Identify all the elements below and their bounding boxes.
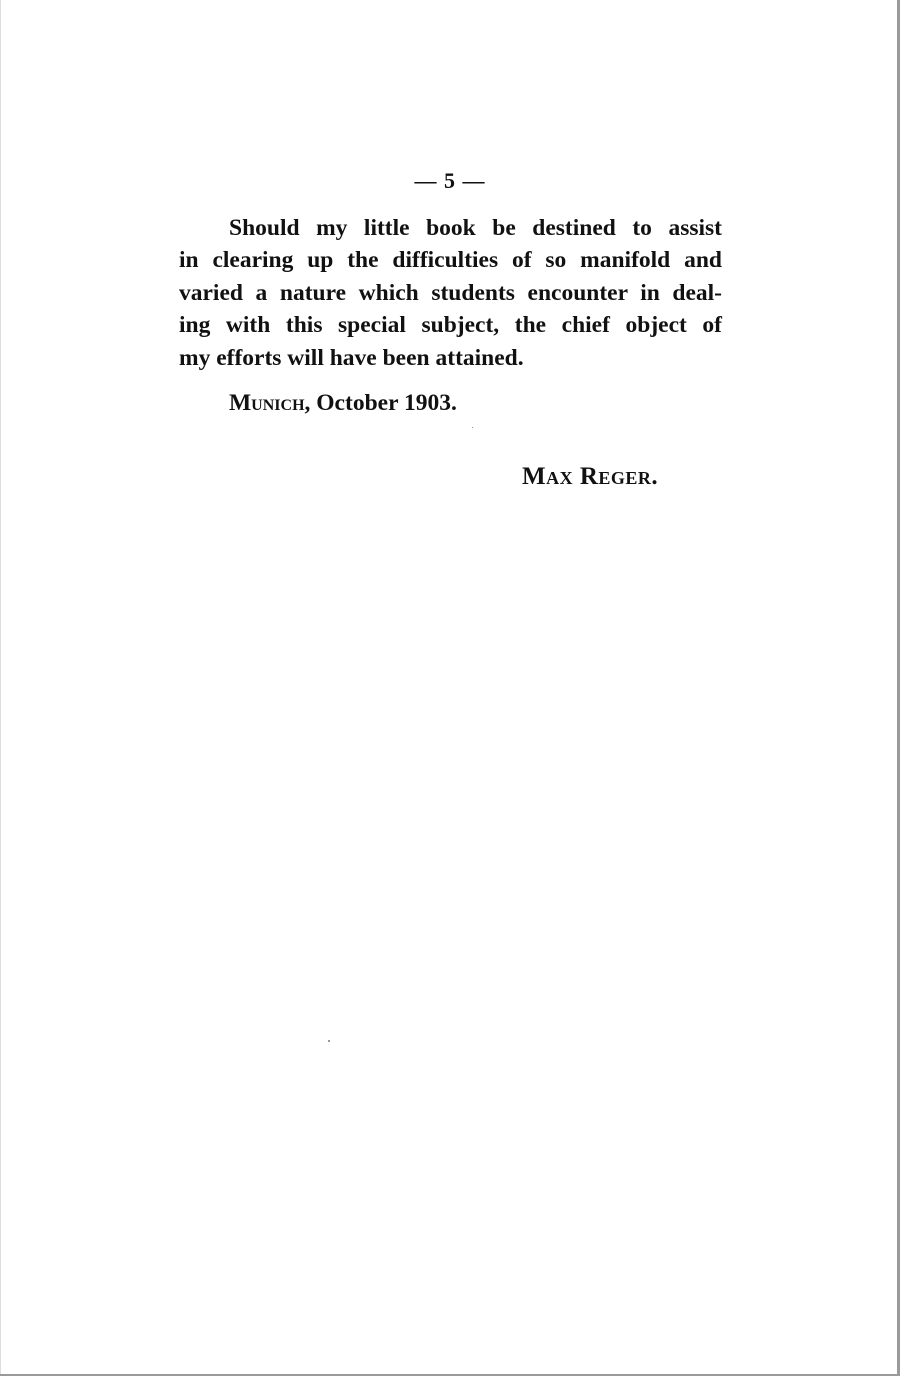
dateline-place: Munich,: [229, 390, 311, 416]
scan-speck: [328, 1040, 330, 1042]
paragraph-line: Should my little book be destined to assist: [229, 215, 722, 241]
paragraph-line: ing with this special subject, the chief object of: [179, 312, 722, 339]
page-number: — 5 —: [414, 168, 486, 193]
author-signature: Max Reger.: [522, 463, 659, 490]
paragraph-line: varied a nature which students encounter in deal-: [179, 279, 722, 306]
scan-speck: [472, 427, 473, 428]
paragraph-line: in clearing up the difficulties of so manifold and: [179, 247, 722, 274]
dateline-date: October 1903.: [316, 390, 457, 416]
page-edge-left: [0, 0, 1, 1376]
paragraph-line: my efforts will have been attained.: [179, 344, 524, 371]
body-paragraph: [179, 212, 722, 374]
dateline: [229, 390, 457, 417]
